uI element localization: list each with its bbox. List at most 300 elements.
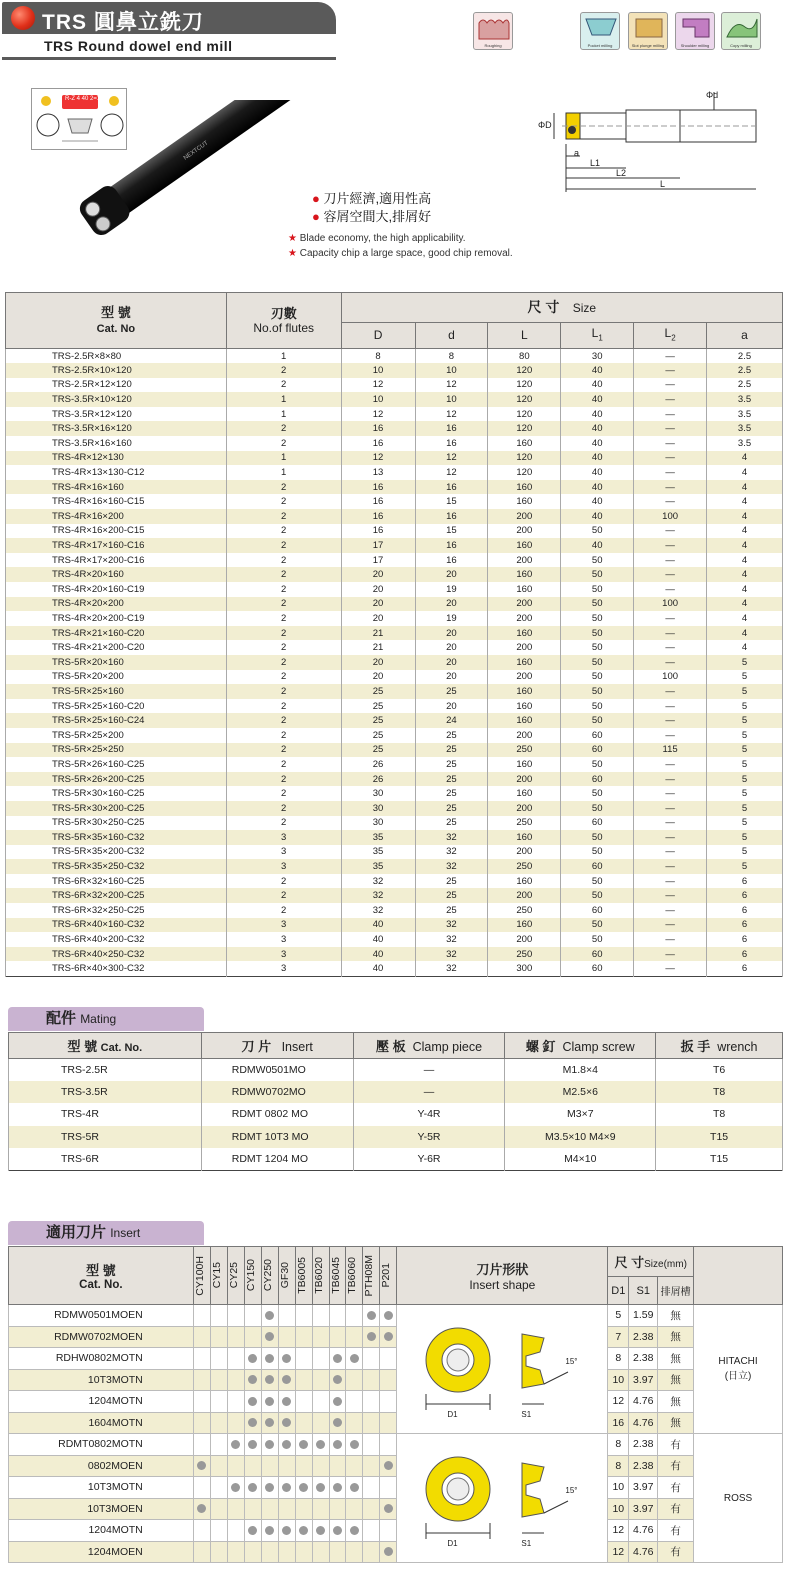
table-cell: 2 [226,436,341,451]
table-cell: 10 [341,363,415,378]
grade-cell [380,1434,397,1456]
col-header-D: D [341,323,415,349]
grade-cell [261,1477,278,1499]
table-row [6,713,783,728]
table-cell: TRS-4R [9,1103,202,1125]
grade-cell [244,1305,261,1327]
table-row [6,465,783,480]
insert-header-size: 尺 寸Size(mm) [608,1247,694,1277]
grade-cell [193,1434,210,1456]
table-cell: 200 [488,611,561,626]
table-row [9,1103,783,1125]
availability-dot-icon [333,1375,342,1384]
grade-cell [261,1369,278,1391]
size-cell: 2.38 [629,1455,658,1477]
table-cell: 32 [341,888,415,903]
cat-no-cell: TRS-4R×17×200-C16 [6,553,227,568]
table-cell: — [634,932,707,947]
table-row [6,538,783,553]
availability-dot-icon [265,1375,274,1384]
grade-cell [346,1477,363,1499]
grade-cell [312,1391,329,1413]
grade-cell [346,1412,363,1434]
cat-no-cell: TRS-5R×30×200-C25 [6,801,227,816]
availability-dot-icon [248,1440,257,1449]
table-cell: 50 [561,626,634,641]
table-cell: 1 [226,407,341,422]
grade-cell [380,1305,397,1327]
shape-label-angle: 15° [565,1486,578,1495]
table-row [6,626,783,641]
availability-dot-icon [384,1461,393,1470]
table-cell: 5 [707,713,783,728]
cat-no-cell: TRS-6R×40×250-C32 [6,947,227,962]
table-cell: — [634,757,707,772]
grade-cell [363,1326,380,1348]
cat-no-cell: TRS-2.5R×8×80 [6,349,227,364]
col-header-size: 尺 寸 Size [341,293,782,323]
table-cell: 40 [561,480,634,495]
table-row [6,888,783,903]
grade-cell [312,1520,329,1542]
table-cell: T6 [656,1059,783,1081]
table-cell: 4 [707,538,783,553]
size-cell: 8 [608,1348,629,1370]
table-cell: — [634,465,707,480]
table-cell: 3 [226,932,341,947]
grade-cell [261,1305,278,1327]
table-row [9,1326,783,1348]
table-cell: 20 [415,670,488,685]
table-cell: 10 [415,363,488,378]
table-cell: T15 [656,1148,783,1170]
grade-cell [244,1369,261,1391]
grade-cell [227,1434,244,1456]
grade-cell [261,1520,278,1542]
grade-cell [346,1541,363,1563]
table-cell: 20 [415,626,488,641]
availability-dot-icon [248,1397,257,1406]
table-cell: — [634,888,707,903]
grade-cell [363,1477,380,1499]
availability-dot-icon [282,1483,291,1492]
table-cell: 40 [561,494,634,509]
table-cell: RDMT 10T3 MO [201,1126,353,1148]
table-row [6,772,783,787]
table-cell: 25 [415,757,488,772]
table-cell: 50 [561,611,634,626]
table-cell: 15 [415,494,488,509]
insert-header-groove: 排屑槽 [658,1277,694,1305]
grade-cell [227,1391,244,1413]
table-cell: 4 [707,524,783,539]
table-cell: 3.5 [707,392,783,407]
table-cell: 5 [707,772,783,787]
table-cell: 16 [415,480,488,495]
grade-cell [210,1369,227,1391]
table-cell: 50 [561,567,634,582]
cat-no-cell: TRS-6R×40×200-C32 [6,932,227,947]
grade-cell [312,1434,329,1456]
col-header-L2: $L_2$ [634,323,707,349]
col-header-model: 型 號 Cat. No [6,293,227,349]
table-cell: 5 [707,786,783,801]
table-cell: 32 [415,859,488,874]
table-cell: 4 [707,626,783,641]
size-cell: 4.76 [629,1412,658,1434]
grade-cell [295,1391,312,1413]
table-cell: 120 [488,392,561,407]
grade-cell [244,1541,261,1563]
cat-no-cell: TRS-5R×25×160 [6,684,227,699]
table-cell: 160 [488,684,561,699]
table-cell: 3 [226,845,341,860]
table-cell: 25 [341,743,415,758]
table-cell: 17 [341,538,415,553]
grade-cell [210,1305,227,1327]
size-cell: 4.76 [629,1541,658,1563]
table-cell: 80 [488,349,561,364]
grade-cell [227,1412,244,1434]
grade-cell [380,1412,397,1434]
table-cell: 5 [707,816,783,831]
cat-no-cell: TRS-5R×25×200 [6,728,227,743]
table-row [6,611,783,626]
grade-header-10: PTH08M [363,1247,380,1305]
insert-shape-drawing [397,1305,608,1434]
table-cell: — [634,349,707,364]
table-cell: — [634,655,707,670]
table-cell: 1 [226,349,341,364]
table-cell: 3.5 [707,436,783,451]
table-row [6,480,783,495]
availability-dot-icon [265,1332,274,1341]
grade-cell [329,1520,346,1542]
table-cell: 20 [341,567,415,582]
table-cell: — [634,640,707,655]
grade-cell [346,1498,363,1520]
table-cell: 6 [707,918,783,933]
grade-cell [363,1391,380,1413]
cat-no-cell: TRS-2.5R×12×120 [6,378,227,393]
cat-no-cell: 1604MOTN [9,1412,194,1434]
table-cell: 40 [561,392,634,407]
table-cell: 16 [341,421,415,436]
insert-header-model: 型 號 Cat. No. [9,1247,194,1305]
table-cell: 3.5 [707,407,783,422]
availability-dot-icon [282,1440,291,1449]
table-row [6,655,783,670]
cat-no-cell: TRS-4R×20×160-C19 [6,582,227,597]
table-cell: 40 [561,465,634,480]
table-cell: 2 [226,670,341,685]
table-cell: 2.5 [707,378,783,393]
table-cell: 30 [341,786,415,801]
grade-cell [278,1434,295,1456]
table-cell: — [634,801,707,816]
table-row [6,699,783,714]
grade-cell [329,1434,346,1456]
availability-dot-icon [282,1418,291,1427]
shoulder-milling-icon: Shoulder milling [675,12,715,50]
grade-cell [278,1498,295,1520]
cat-no-cell: TRS-2.5R×10×120 [6,363,227,378]
table-cell: — [634,567,707,582]
grade-cell [244,1434,261,1456]
cat-no-cell: TRS-4R×20×200 [6,597,227,612]
mating-header-insert: 刀 片 Insert [201,1033,353,1059]
table-cell: 2 [226,509,341,524]
table-cell: 2 [226,816,341,831]
table-cell: — [634,830,707,845]
cat-no-cell: 0802MOEN [9,1455,194,1477]
application-inset-image: R-Z 4 40 2=1 [31,88,127,150]
cat-no-cell: TRS-3.5R×10×120 [6,392,227,407]
table-cell: 16 [415,538,488,553]
table-cell: M1.8×4 [505,1059,656,1081]
table-cell: 160 [488,494,561,509]
cat-no-cell: RDMT0802MOTN [9,1434,194,1456]
table-cell: 2 [226,567,341,582]
cat-no-cell: TRS-4R×16×160 [6,480,227,495]
table-cell: 6 [707,874,783,889]
table-cell: 40 [561,407,634,422]
availability-dot-icon [282,1375,291,1384]
cat-no-cell: TRS-6R×32×160-C25 [6,874,227,889]
col-header-L1: $L_1$ [561,323,634,349]
table-cell: 2 [226,553,341,568]
table-cell: 2 [226,538,341,553]
table-cell: 160 [488,538,561,553]
grade-cell [346,1369,363,1391]
brand-cell: HITACHI (日立) [694,1305,783,1434]
grade-cell [193,1391,210,1413]
table-cell: 40 [561,421,634,436]
table-cell: 5 [707,743,783,758]
grade-cell [312,1326,329,1348]
table-cell: 50 [561,713,634,728]
grade-cell [380,1348,397,1370]
availability-dot-icon [350,1526,359,1535]
grade-cell [261,1326,278,1348]
table-cell: — [634,772,707,787]
table-cell: 2 [226,713,341,728]
table-cell: 160 [488,626,561,641]
table-row [6,670,783,685]
cat-no-cell: TRS-6R×32×250-C25 [6,903,227,918]
availability-dot-icon [248,1526,257,1535]
table-cell: 50 [561,524,634,539]
availability-dot-icon [282,1397,291,1406]
grade-header-9: TB6060 [346,1247,363,1305]
table-cell: 32 [415,947,488,962]
table-cell: 160 [488,567,561,582]
grade-cell [295,1477,312,1499]
table-cell: 160 [488,480,561,495]
grade-cell [329,1541,346,1563]
table-cell: 60 [561,743,634,758]
table-cell: 26 [341,757,415,772]
size-cell: 3.97 [629,1369,658,1391]
availability-dot-icon [282,1526,291,1535]
table-cell: M3×7 [505,1103,656,1125]
size-cell: 12 [608,1541,629,1563]
table-cell: 2 [226,801,341,816]
table-row [9,1412,783,1434]
insert-tab: 適用刀片 Insert [8,1221,204,1245]
grade-cell [193,1541,210,1563]
table-cell: 160 [488,874,561,889]
availability-dot-icon [367,1311,376,1320]
table-cell: 300 [488,961,561,976]
grade-cell [380,1455,397,1477]
table-row [6,918,783,933]
table-cell: 160 [488,713,561,728]
table-cell: 40 [341,918,415,933]
grade-cell [227,1520,244,1542]
grade-cell [329,1305,346,1327]
table-cell: 250 [488,816,561,831]
mating-table [8,1032,783,1171]
grade-cell [278,1305,295,1327]
table-row [6,684,783,699]
table-cell: 50 [561,874,634,889]
grade-cell [380,1498,397,1520]
cat-no-cell: TRS-5R×35×160-C32 [6,830,227,845]
table-cell: 50 [561,757,634,772]
table-cell: 120 [488,407,561,422]
table-cell: 50 [561,932,634,947]
cat-no-cell: TRS-6R×40×160-C32 [6,918,227,933]
table-cell: — [634,874,707,889]
table-cell: 200 [488,597,561,612]
grade-header-7: TB6020 [312,1247,329,1305]
table-cell: 60 [561,772,634,787]
size-cell: 3.97 [629,1498,658,1520]
availability-dot-icon [333,1418,342,1427]
grade-cell [363,1412,380,1434]
availability-dot-icon [231,1483,240,1492]
table-cell: 19 [415,582,488,597]
table-row [6,961,783,976]
availability-dot-icon [316,1440,325,1449]
table-cell: 5 [707,859,783,874]
table-cell: 4 [707,567,783,582]
availability-dot-icon [384,1504,393,1513]
table-cell: — [634,961,707,976]
grade-cell [278,1412,295,1434]
grade-header-4: CY250 [261,1247,278,1305]
table-row [6,728,783,743]
table-cell: — [634,728,707,743]
table-cell: 16 [415,421,488,436]
grade-cell [210,1326,227,1348]
table-cell: 16 [341,524,415,539]
table-cell: 12 [341,451,415,466]
insert-header-brand [694,1247,783,1305]
feature-bullet-en-2: ★ Capacity chip a large space, good chip removal. [288,248,513,259]
pocket-milling-icon: Pocket milling [580,12,620,50]
table-cell: — [634,611,707,626]
table-cell: M3.5×10 M4×9 [505,1126,656,1148]
shape-label-s1: S1 [521,1539,532,1548]
table-cell: 8 [415,349,488,364]
table-row [9,1369,783,1391]
availability-dot-icon [265,1440,274,1449]
cat-no-cell: 10T3MOEN [9,1498,194,1520]
table-cell: 2 [226,786,341,801]
size-cell: 有 [658,1541,694,1563]
table-cell: — [634,451,707,466]
table-row [9,1498,783,1520]
size-cell: 12 [608,1520,629,1542]
table-cell: 40 [341,961,415,976]
grade-cell [380,1541,397,1563]
col-header-flutes: 刃數 No.of flutes [226,293,341,349]
table-cell: 6 [707,961,783,976]
table-row [6,859,783,874]
table-cell: 6 [707,947,783,962]
availability-dot-icon [248,1418,257,1427]
grade-cell [312,1541,329,1563]
table-row [6,845,783,860]
size-cell: 8 [608,1455,629,1477]
table-cell: 2 [226,655,341,670]
table-cell: 25 [415,728,488,743]
table-cell: — [353,1059,505,1081]
grade-cell [278,1455,295,1477]
grade-header-2: CY25 [227,1247,244,1305]
grade-cell [363,1369,380,1391]
table-cell: 20 [341,670,415,685]
size-cell: 5 [608,1305,629,1327]
size-cell: 無 [658,1348,694,1370]
cat-no-cell: TRS-5R×30×160-C25 [6,786,227,801]
table-cell: — [634,684,707,699]
table-row [6,830,783,845]
grade-cell [363,1541,380,1563]
table-row [6,494,783,509]
grade-cell [312,1498,329,1520]
table-row [9,1059,783,1081]
grade-cell [227,1477,244,1499]
availability-dot-icon [333,1526,342,1535]
table-cell: 50 [561,786,634,801]
table-cell: 16 [341,436,415,451]
table-row [6,378,783,393]
grade-cell [380,1520,397,1542]
table-cell: — [634,582,707,597]
table-cell: RDMT 1204 MO [201,1148,353,1170]
table-cell: 1 [226,451,341,466]
availability-dot-icon [350,1483,359,1492]
table-cell: 30 [561,349,634,364]
table-cell: 3 [226,918,341,933]
grade-cell [261,1434,278,1456]
table-cell: 2 [226,363,341,378]
table-cell: 200 [488,932,561,947]
grade-cell [244,1498,261,1520]
size-cell: 7 [608,1326,629,1348]
col-header-a: a [707,323,783,349]
table-cell: 4 [707,640,783,655]
table-row [6,582,783,597]
grade-cell [227,1305,244,1327]
table-cell: — [634,363,707,378]
table-cell: 60 [561,961,634,976]
mating-header-clamp-screw: 螺 釘 Clamp screw [505,1033,656,1059]
table-cell: 16 [415,509,488,524]
